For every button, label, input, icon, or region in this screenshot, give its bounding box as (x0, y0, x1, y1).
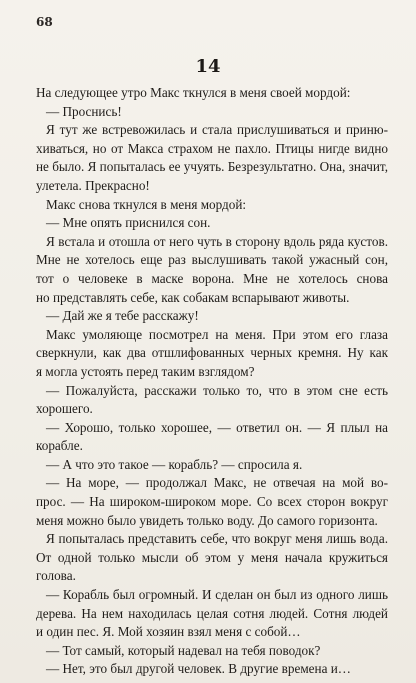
text-line: хиваться, но от Макса страхом не пахло. Птицы нигде видно (36, 140, 388, 156)
text-line: Я попыталась представить себе, что вокруг меня лишь вода. (46, 531, 388, 547)
text-line: я могла устоять перед таким взглядом? (36, 363, 255, 379)
text-line: голова. (36, 568, 76, 584)
text-line: Макс снова ткнулся в меня мордой: (46, 196, 247, 212)
text-line: Я встала и отошла от него чуть в сторону вдоль ряда кустов. (46, 233, 388, 249)
text-line: — На море, — продолжал Макс, не отвечая на мой во- (46, 475, 388, 491)
body-text (36, 84, 388, 679)
text-line: улетела. Прекрасно! (36, 177, 150, 193)
text-line: тот о человеке в маске ворона. Мне не хотелось снова (36, 270, 388, 286)
text-line: и один пес. Я. Мой хозяин взял меня с собой… (36, 624, 301, 640)
text-line: прос. — На широком-широком море. Со всех сторон вокруг (36, 494, 388, 510)
text-line: меня можно было увидеть только воду. До самого горизонта. (36, 512, 378, 528)
text-line: Я тут же встревожилась и стала прислушиваться и приню- (46, 122, 388, 138)
text-line: но представлять себе, как собакам вспарывают животы. (36, 289, 350, 305)
text-line: не было. Я попыталась ее учуять. Безрезультатно. Она, значит, (36, 159, 388, 175)
text-line: — Мне опять приснился сон. (46, 215, 211, 231)
text-line: — Нет, это был другой человек. В другие времена и… (46, 661, 351, 677)
text-line: — Хорошо, только хорошее, — ответил он. — Я плыл на (46, 419, 388, 435)
text-line: — Корабль был огромный. И сделан он был из одного лишь (46, 587, 388, 603)
text-line: хорошего. (36, 401, 93, 417)
text-line: Мне не хотелось еще раз выслушивать такой ужасный сон, (36, 252, 388, 268)
text-line: сверкнули, как два отшлифованных черных кремня. Ну как (36, 345, 388, 361)
text-line: — Проснись! (46, 103, 122, 119)
text-line: Макс умоляюще посмотрел на меня. При этом его глаза (46, 326, 388, 342)
text-line: На следующее утро Макс ткнулся в меня своей мордой: (36, 85, 351, 100)
text-line: — Тот самый, который надевал на тебя поводок? (46, 642, 321, 658)
chapter-title: 14 (195, 56, 221, 77)
text-line: корабле. (36, 438, 83, 454)
text-line: — Дай же я тебе расскажу! (46, 308, 199, 324)
page-number: 68 (36, 15, 53, 29)
text-line: дерева. На нем находилась целая сотня людей. Сотня людей (36, 605, 388, 621)
text-line: От одной только мысли об этом у меня начала кружиться (36, 549, 388, 565)
text-line: — А что это такое — корабль? — спросила я. (46, 456, 303, 472)
text-line: — Пожалуйста, расскажи только то, что в этом сне есть (46, 382, 388, 398)
